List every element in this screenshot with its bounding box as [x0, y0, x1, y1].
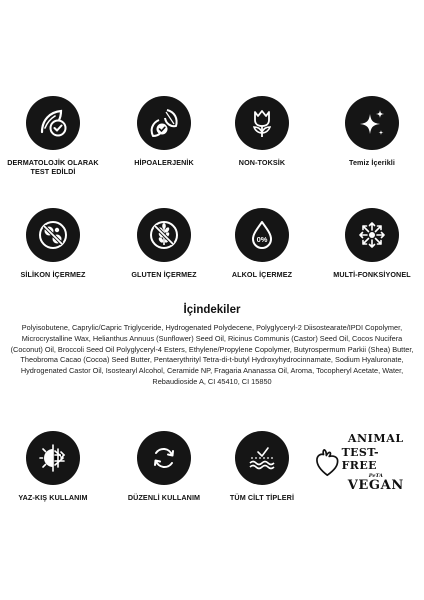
badge-label: GLUTEN İÇERMEZ: [131, 270, 197, 279]
badge-label: DÜZENLİ KULLANIM: [127, 493, 201, 502]
logo-line-test-free: TEST-FREE: [341, 446, 380, 472]
badge-gluten-free: [114, 208, 214, 279]
badge-label: MULTİ-FONKSİYONEL: [333, 270, 411, 279]
badge-multi-functional: [322, 208, 422, 279]
regular-use-icon: [137, 431, 191, 485]
badge-alcohol-free: [212, 208, 312, 279]
summer-winter-icon: [26, 431, 80, 485]
badge-label: YAZ-KIŞ KULLANIM: [18, 493, 88, 502]
ingredients-text: Polyisobutene, Caprylic/Capric Triglyceride, Hydrogenated Polydecene, Polyglyceryl-2 Diisostearate/IPDI Copolymer, Microcrystalline Wax, Helianthus Annuus (Sunflower) Seed Oil, Ricinus Communis (Castor) Seed Oil, Cocos Nucifera (Coconut) Oil, Broccoli Seed Oil Polyglyceryl-4 Esters, Ethylene/Propylene Copolymer, Butyrospermum Parkii (Shea) Butter, Theobroma Cacao (Cocoa) Seed Butter, Pentaerythrityl Tetra-di-t-butyl Hydroxyhydrocinnamate, Sodium Hyaluronate, Hydrogenated Castor Oil, Isostearyl Alcohol, Ceramide NP, Fragaria Ananassa Oil, Aroma, Tocopheryl Acetate, Water, Rebaudioside A, CI 45410, CI 15850: [10, 323, 414, 386]
clean-ingredients-icon: [345, 96, 399, 150]
multi-functional-icon: [345, 208, 399, 262]
logo-line-peta: PeTA: [368, 473, 383, 479]
badge-summer-winter: [3, 431, 103, 502]
alcohol-free-icon: [235, 208, 289, 262]
badge-label: SİLİKON İÇERMEZ: [20, 270, 86, 279]
badge-label: Temiz İçerikli: [348, 158, 395, 167]
gluten-free-icon: [137, 208, 191, 262]
badge-dermatologically-tested: [3, 96, 103, 176]
dermatologically-tested-icon: [26, 96, 80, 150]
badge-label-line2: TEST EDİLDİ: [30, 167, 76, 176]
badge-label: NON-TOKSİK: [238, 158, 286, 167]
all-skin-types-icon: [235, 431, 289, 485]
peta-vegan-logo: [316, 432, 410, 493]
badge-label: ALKOL İÇERMEZ: [231, 270, 293, 279]
badge-regular-use: [114, 431, 214, 502]
hypoallergenic-icon: [137, 96, 191, 150]
badge-clean-ingredients: [322, 96, 422, 167]
ingredients-title: İçindekiler: [183, 304, 241, 316]
alcohol-percent-text: 0%: [256, 235, 268, 244]
badge-silicone-free: [3, 208, 103, 279]
silicone-free-icon: [26, 208, 80, 262]
logo-line-animal: ANIMAL: [347, 432, 404, 445]
badge-label: DERMATOLOJİK OLARAK: [7, 158, 99, 167]
badge-label: HİPOALERJENİK: [134, 158, 194, 167]
badge-non-toxic: [212, 96, 312, 167]
badge-hypoallergenic: [114, 96, 214, 167]
badge-label: TÜM CİLT TİPLERİ: [229, 493, 295, 502]
bunny-heart-icon: [316, 448, 339, 478]
badge-all-skin-types: [212, 431, 312, 502]
non-toxic-icon: [235, 96, 289, 150]
logo-line-vegan: VEGAN: [347, 478, 404, 493]
